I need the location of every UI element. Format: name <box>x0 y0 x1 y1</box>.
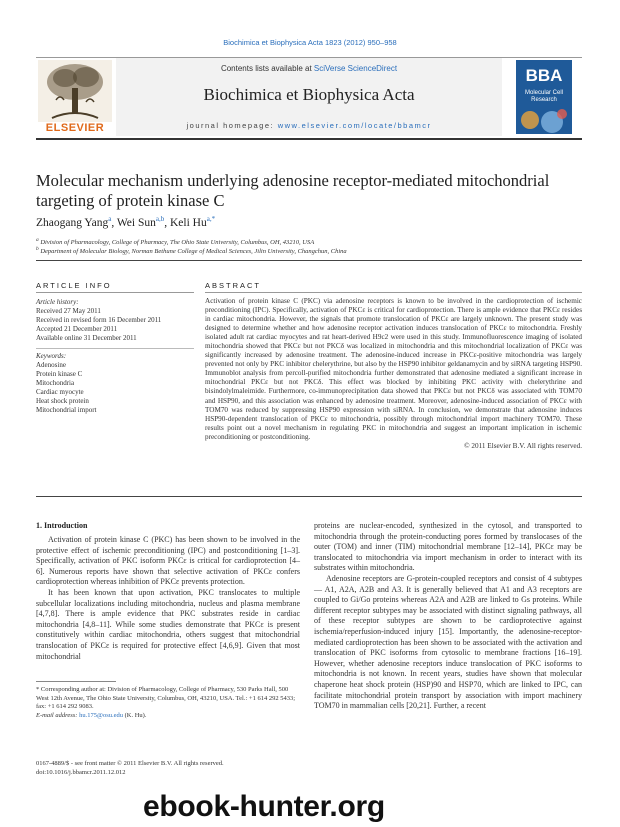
journal-cover[interactable] <box>516 60 572 134</box>
footnote-text: * Corresponding author at: Division of Pharmacology, College of Pharmacy, 530 Parks Hall, 500 West 12th Avenue, The Ohio State University, Columbus, OH, 43210, USA. Tel.: +1 614 292 5433; fax: +1 614 292 9083. <box>36 686 296 710</box>
corresponding-author-footnote <box>36 686 300 720</box>
email-suffix: (K. Hu). <box>123 711 147 719</box>
header-rule <box>36 57 582 58</box>
copyright: © 2011 Elsevier B.V. All rights reserved. <box>464 441 582 450</box>
divider <box>205 292 582 293</box>
affiliation-text: Division of Pharmacology, College of Pharmacy, The Ohio State University, Columbus, OH, 43210, USA <box>40 239 315 247</box>
keyword: Heat shock protein <box>36 397 89 405</box>
doi-link[interactable]: doi:10.1016/j.bbamcr.2011.12.012 <box>36 768 126 776</box>
keyword: Cardiac myocyte <box>36 388 84 396</box>
watermark: ebook-hunter.org <box>143 790 385 823</box>
cover-subtitle: Molecular Cell Research <box>524 90 563 103</box>
front-matter <box>36 760 300 777</box>
homepage-prefix: journal homepage: <box>186 121 278 130</box>
header-rule-thick <box>36 138 582 140</box>
article-history <box>36 298 196 343</box>
history-item: Received in revised form 16 December 2011 <box>36 316 162 324</box>
article-title: Molecular mechanism underlying adenosine receptor-mediated mitochondrial targeting of protein kinase C <box>36 171 550 210</box>
affiliation-text: Department of Molecular Biology, Norman Bethune College of Medical Sciences, Jilin University, Changchun, China <box>40 248 347 256</box>
affiliation-marker: b <box>36 246 39 252</box>
homepage-link[interactable]: www.elsevier.com/locate/bbamcr <box>277 121 432 130</box>
divider <box>36 348 194 349</box>
paragraph: Activation of protein kinase C (PKC) has been shown to be involved in the protective effect of ischemic preconditioning (IPC) and postconditioning [1–3]. Specifically, activation of PKC isoform PKCε is critical for cardioprotection [4–6]. Numerous reports have shown that selective activation of PKCε confers cardioprotection whereas inhibition of PKCε prevents protection. <box>36 535 300 587</box>
journal-name: Biochimica et Biophysica Acta <box>203 85 415 104</box>
contents-prefix: Contents lists available at <box>220 64 314 73</box>
author-name[interactable]: Zhaogang Yang <box>36 216 109 229</box>
divider <box>36 292 194 293</box>
keyword: Adenosine <box>36 361 66 369</box>
article-info-heading: ARTICLE INFO <box>36 281 112 290</box>
homepage-line <box>116 121 502 130</box>
email-label: E-mail address: <box>36 711 80 719</box>
author-name[interactable]: Keli Hu <box>169 216 207 229</box>
body-column-left <box>36 535 300 662</box>
history-item: Accepted 21 December 2011 <box>36 325 118 333</box>
email-link[interactable]: hu.175@osu.edu <box>79 711 123 719</box>
history-item: Available online 31 December 2011 <box>36 334 137 342</box>
paragraph: Adenosine receptors are G-protein-coupled receptors and consist of 4 subtypes — A1, A2A, A2B and A3. It is generally believed that A1 and A3 receptors are coupled to Gi/Go proteins whereas A2A and A2B are linked to Gs proteins. While different receptor subtypes may be associated with distinct signaling pathways, all of these receptor subtypes are shown to be cardioprotective against ischemia/reperfusion-induced injury [15]. Importantly, the adenosine-receptor-mediated cardioprotection has been shown to be associated with the activation and translocation of PKC isoforms from cytosolic to membrane fractions [16–19]. However, whether adenosine receptors induce translocation of PKC isoforms to mitochondria is not known. In recent years, studies have shown that molecular chaperone heat shock protein (HSP)90 and HSP70, which are linked to IPC, can facilitate mitochondrial protein transport by association with import machinery TOM70 in mammalian cells [20,21]. Further, a recent <box>314 573 582 711</box>
affiliation-marker: a <box>36 237 39 243</box>
tree-icon <box>38 60 112 122</box>
abstract <box>205 297 582 451</box>
author-list: Zhaogang Yang$^a$, Wei Sun$^{a,b}$, Keli $Hu^{a,*}$ <box>36 215 216 229</box>
abstract-body: Activation of protein kinase C (PKC) via adenosine receptors is known to be involved in the cardioprotection of ischemic preconditioning (IPC). Specifically, activation of PKCε is critical for cardioprotection. There is ample evidence that PKCε resides in cardiac mitochondria. However, the signals that promote translocation of PKCε are largely unknown. The present study was designed to determine whether and how adenosine receptor activation induces translocation of PKCε to mitochondria. Freshly isolated adult rat cardiac myocytes and rat heart-derived H9c2 were used in this study. Immunofluorescence imaging of isolated mitochondria showed that PKCε but not PKCδ was localized in mitochondria and this mitochondrial localization of PKCε was significantly increased by adenosine treatment. The adenosine-induced increase in PKCε-positive mitochondria was largely prevented not only by PKC inhibitor chelerythrine, but also by the HSP90 inhibitor geldanamycin and by siRNA targeting HSP90. Immunoblot analysis from percoll-purified mitochondria further demonstrated that adenosine mediated a significant increase in mitochondrial PKCε but not PKCδ. This effect was blocked by inhibiting PKC activity with chelerythrine and bisindolylmaleimide. Furthermore, co-immunoprecipitation data showed that PKCε but not PKCδ was associated with TOM70 and HSP90, and this association was enhanced by adenosine treatment. Moreover, adenosine-induced association of PKCε with TOM70 was reduced by suppressing HSP90 expression with siRNA. In conclusion, we demonstrate that adenosine induces HSP90-dependent translocation of PKCε to mitochondria, possibly through mitochondrial import machinery TOM70. These results point out a novel mechanism in regulating PKC in mitochondria and suggest an important implication in ischemic preconditioning or postconditioning. <box>205 297 582 441</box>
author-affil-marker[interactable]: a,* <box>206 215 216 223</box>
abstract-heading: ABSTRACT <box>205 281 262 290</box>
keywords-label: Keywords: <box>36 352 67 360</box>
journal-citation[interactable]: Biochimica et Biophysica Acta 1823 (2012) 950–958 <box>223 38 397 47</box>
section-heading-introduction: 1. Introduction <box>36 521 88 530</box>
history-item: Received 27 May 2011 <box>36 307 101 315</box>
divider <box>36 496 582 497</box>
sciencedirect-link[interactable]: SciVerse ScienceDirect <box>313 64 398 73</box>
keyword: Protein kinase C <box>36 370 83 378</box>
keyword: Mitochondria <box>36 379 75 387</box>
keywords <box>36 352 196 415</box>
author-name[interactable]: Wei Sun <box>116 216 156 229</box>
author-affil-marker[interactable]: a <box>108 215 112 223</box>
affiliation <box>36 237 314 246</box>
author-affil-marker[interactable]: a,b <box>155 215 165 223</box>
cover-title: BBA <box>525 66 563 85</box>
history-label: Article history: <box>36 298 79 306</box>
footnote-rule <box>36 681 116 682</box>
elsevier-wordmark: ELSEVIER <box>45 122 105 134</box>
cover-art-icon <box>516 106 572 134</box>
paragraph: proteins are nuclear-encoded, synthesized in the cytosol, and transported to mitochondria through the protein-conducting pores formed by translocases of the outer (TOM) and inner (TIM) mitochondrial membrane [12–14], PKCε may be translocated to mitochondria via import mechanism in order to interact with its substrates within mitochondria. <box>314 521 582 573</box>
body-column-right <box>314 521 582 712</box>
issn-line: 0167-4889/$ - see front matter © 2011 Elsevier B.V. All rights reserved. <box>36 760 224 767</box>
contents-line <box>116 64 502 73</box>
paragraph: It has been known that upon activation, PKC translocates to multiple subcellular localizations including mitochondria, nucleus and plasma membrane [4,7,8]. There is ample evidence that PKC substrates reside in cardiac mitochondria [4,8–11]. While some studies demonstrate that PKCε is present constitutively within cardiac mitochondria, others suggest that mitochondrial translocation of PKCε is required for protective effect [4,6,9]. Given that most mitochondrial <box>36 587 300 661</box>
divider <box>36 260 582 261</box>
affiliation <box>36 246 347 255</box>
keyword: Mitochondrial import <box>36 406 97 414</box>
